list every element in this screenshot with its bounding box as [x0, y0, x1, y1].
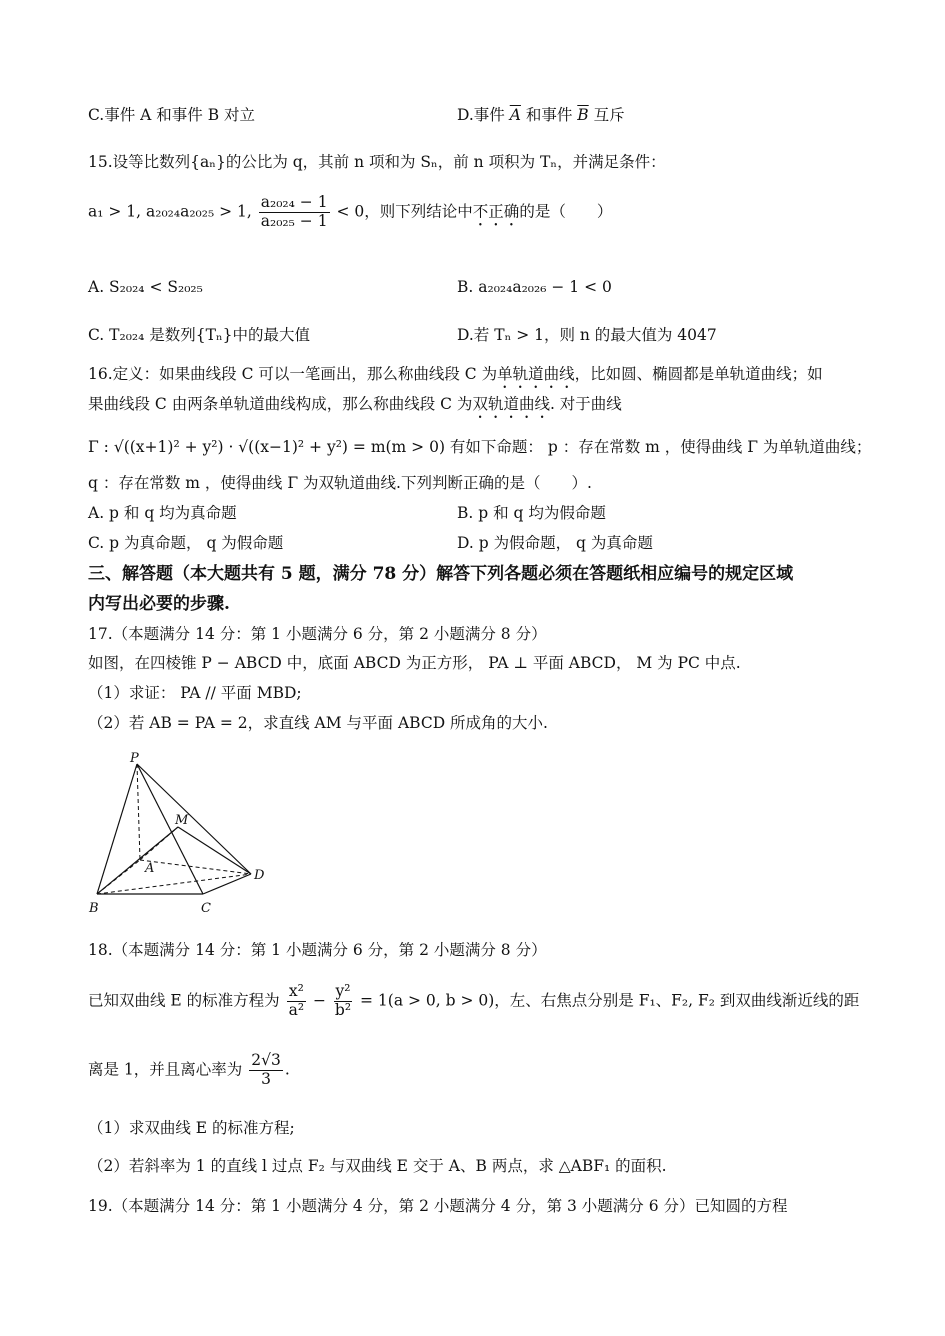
q16-line2-emph: 双轨道曲线 [472, 395, 550, 413]
q15-cond-suffix: < 0，则下列结论中 [331, 202, 473, 221]
q18-frac-y [333, 983, 353, 1020]
edge-pd [137, 764, 251, 874]
q18-stem-b: = 1(a > 0, b > 0)，左、右焦点分别是 F₁、F₂, F₂ 到双曲线渐近线的距 [355, 991, 860, 1010]
q18-stem [88, 983, 859, 1020]
q16-option-d: D. p 为假命题， q 为真命题 [457, 534, 653, 552]
q15-option-c: C. T₂₀₂₄ 是数列{Tₙ}中的最大值 [88, 326, 311, 344]
q15-condition [88, 194, 612, 231]
q14-option-d-prefix: D.事件 [457, 106, 510, 124]
q16-line1-b: ，比如圆、椭圆都是单轨道曲线；如 [574, 365, 823, 383]
q16-line3: Γ : √((x+1)² + y²) · √((x−1)² + y²) = m(m > 0) 有如下命题： p ：存在常数 m ，使得曲线 Γ 为单轨道曲线； [88, 438, 872, 456]
q18-stem-a: 已知双曲线 E 的标准方程为 [88, 991, 285, 1010]
q17-stem: 如图，在四棱锥 P − ABCD 中，底面 ABCD 为正方形， PA ⊥ 平面 ABCD， M 为 PC 中点. [88, 654, 741, 672]
q18-frac-y-num: y² [335, 982, 351, 1000]
q15-emphasis: 不正确 [472, 202, 520, 221]
label-b: B [89, 901, 99, 916]
label-a: A [145, 861, 155, 876]
q15-cond-end: 的是（ ） [519, 202, 613, 221]
q15-cond-prefix: a₁ > 1, a₂₀₂₄a₂₀₂₅ > 1, [88, 202, 257, 221]
q18-frac-x [287, 983, 306, 1020]
q15-frac-num: a₂₀₂₄ − 1 [260, 193, 328, 211]
q18-line2-a: 离是 1，并且离心率为 [88, 1060, 248, 1079]
q17-pyramid-figure [85, 748, 275, 918]
q18-frac-x-den: a² [288, 1000, 305, 1019]
q18-part2: （2）若斜率为 1 的直线 l 过点 F₂ 与双曲线 E 交于 A、B 两点，求 △ABF₁ 的面积. [88, 1157, 667, 1175]
q17-header: 17.（本题满分 14 分：第 1 小题满分 6 分，第 2 小题满分 8 分） [88, 625, 547, 643]
q14-option-d-a: $\overline{A}$ [509, 106, 521, 124]
q16-line4: q ：存在常数 m ，使得曲线 Γ 为双轨道曲线.下列判断正确的是（ ）. [88, 474, 592, 492]
edge-am-dashed [140, 827, 178, 860]
section3-heading-line1: 三、解答题（本大题共有 5 题，满分 78 分）解答下列各题必须在答题纸相应编号的规定区域 [88, 564, 794, 584]
edge-ad-dashed [140, 860, 251, 874]
q16-option-a: A. p 和 q 均为真命题 [88, 504, 237, 522]
q18-ecc-den: 3 [261, 1069, 271, 1088]
q18-ecc-num: 2√3 [251, 1051, 281, 1069]
label-m: M [175, 813, 189, 828]
label-c: C [201, 901, 211, 916]
q18-frac-x-num: x² [288, 982, 304, 1000]
q18-eccentricity [249, 1052, 283, 1089]
q18-part1: （1）求双曲线 E 的标准方程; [88, 1119, 295, 1137]
edge-pa-dashed [137, 764, 140, 860]
q19-header: 19.（本题满分 14 分：第 1 小题满分 4 分，第 2 小题满分 4 分，第 3 小题满分 6 分）已知圆的方程 [88, 1197, 788, 1215]
q16-line2-b: . 对于曲线 [549, 395, 622, 413]
q16-line1-emph: 单轨道曲线 [497, 365, 575, 383]
q16-line2 [88, 395, 622, 422]
q18-header: 18.（本题满分 14 分：第 1 小题满分 6 分，第 2 小题满分 8 分） [88, 941, 547, 959]
q14-option-d-mid: 和事件 [520, 106, 578, 124]
q14-option-d [457, 106, 625, 125]
q16-line2-a: 果曲线段 C 由两条单轨道曲线构成，那么称曲线段 C 为 [88, 395, 473, 413]
q18-minus: − [308, 991, 331, 1010]
q15-option-d: D.若 Tₙ > 1，则 n 的最大值为 4047 [457, 326, 717, 344]
q16-option-c: C. p 为真命题， q 为假命题 [88, 534, 284, 552]
edge-pb [97, 764, 137, 894]
q18-line2-b: . [284, 1060, 290, 1079]
q18-frac-y-den: b² [334, 1000, 352, 1019]
q17-part1: （1）求证： PA // 平面 MBD; [88, 684, 302, 702]
q14-option-d-suffix: 互斥 [588, 106, 625, 124]
q15-fraction [259, 194, 330, 231]
label-d: D [254, 868, 265, 883]
edge-cd [203, 874, 251, 894]
q18-line2 [88, 1052, 290, 1089]
q15-option-b: B. a₂₀₂₄a₂₀₂₆ − 1 < 0 [457, 278, 612, 296]
label-p: P [130, 751, 139, 766]
q15-frac-den: a₂₀₂₅ − 1 [260, 211, 328, 230]
q15-option-a: A. S₂₀₂₄ < S₂₀₂₅ [88, 278, 203, 296]
q16-option-b: B. p 和 q 均为假命题 [457, 504, 606, 522]
q17-part2: （2）若 AB = PA = 2，求直线 AM 与平面 ABCD 所成角的大小. [88, 714, 548, 732]
q16-line1 [88, 365, 823, 392]
q16-line1-a: 16.定义：如果曲线段 C 可以一笔画出，那么称曲线段 C 为 [88, 365, 498, 383]
q14-option-c: C.事件 A 和事件 B 对立 [88, 106, 256, 124]
q14-option-d-b: $\overline{B}$ [577, 106, 589, 124]
q15-stem: 15.设等比数列{aₙ}的公比为 q，其前 n 项和为 Sₙ，前 n 项积为 Tₙ，并满足条件： [88, 153, 666, 171]
section3-heading-line2: 内写出必要的步骤. [88, 594, 230, 614]
